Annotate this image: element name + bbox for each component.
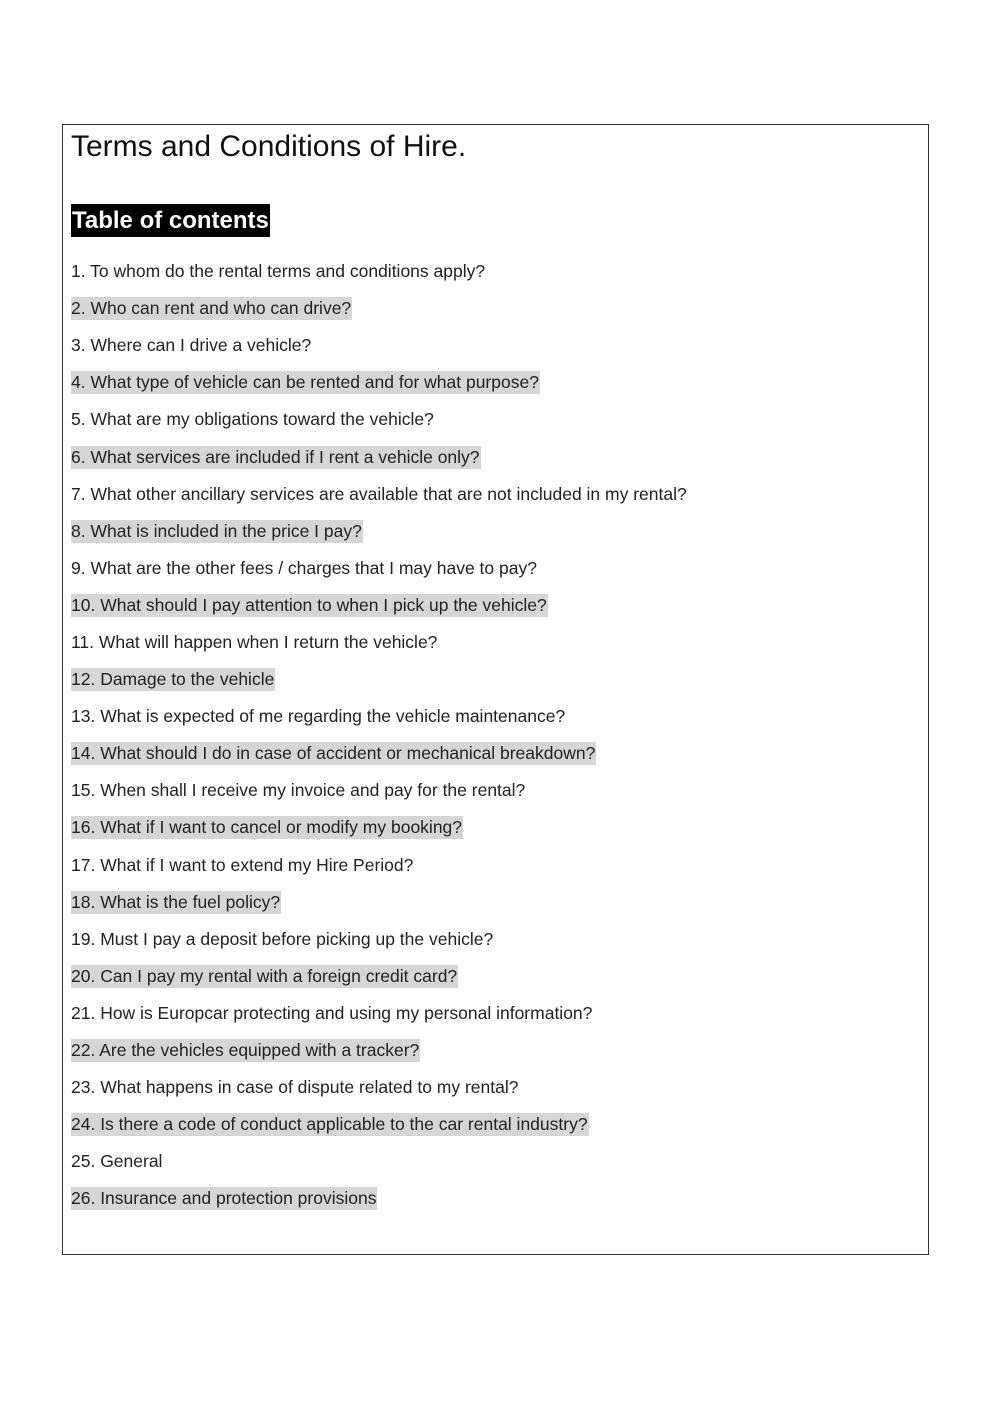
toc-item-text: 10. What should I pay attention to when I pick up the vehicle? bbox=[71, 594, 547, 615]
toc-item[interactable] bbox=[71, 995, 688, 1032]
toc-item-text: 21. How is Europcar protecting and using my personal information? bbox=[71, 1002, 593, 1023]
toc-item[interactable] bbox=[71, 1069, 688, 1106]
toc-item[interactable] bbox=[71, 364, 688, 401]
toc-item[interactable] bbox=[71, 290, 688, 327]
toc-item-text: 20. Can I pay my rental with a foreign credit card? bbox=[71, 965, 458, 986]
toc-item-text: 16. What if I want to cancel or modify my booking? bbox=[71, 817, 463, 838]
toc-item[interactable] bbox=[71, 253, 688, 290]
toc-item-text: 11. What will happen when I return the vehicle? bbox=[71, 631, 438, 652]
toc-item-text: 23. What happens in case of dispute related to my rental? bbox=[71, 1077, 519, 1098]
toc-item[interactable] bbox=[71, 438, 688, 475]
toc-item[interactable] bbox=[71, 884, 688, 921]
toc-item[interactable] bbox=[71, 809, 688, 846]
toc-item[interactable] bbox=[71, 624, 688, 661]
toc-item[interactable] bbox=[71, 1180, 688, 1217]
toc-item[interactable] bbox=[71, 847, 688, 884]
toc-item-text: 4. What type of vehicle can be rented and for what purpose? bbox=[71, 372, 539, 393]
toc-item[interactable] bbox=[71, 327, 688, 364]
toc-item-text: 18. What is the fuel policy? bbox=[71, 891, 281, 912]
toc-item-text: 24. Is there a code of conduct applicable to the car rental industry? bbox=[71, 1114, 588, 1135]
toc-item[interactable] bbox=[71, 1032, 688, 1069]
toc-heading: Table of contents bbox=[71, 204, 270, 237]
document-title: Terms and Conditions of Hire. bbox=[71, 130, 467, 163]
toc-item-text: 19. Must I pay a deposit before picking up the vehicle? bbox=[71, 928, 494, 949]
toc-item-text: 12. Damage to the vehicle bbox=[71, 669, 275, 690]
toc-item-text: 5. What are my obligations toward the vehicle? bbox=[71, 409, 434, 430]
toc-item[interactable] bbox=[71, 513, 688, 550]
toc-item-text: 22. Are the vehicles equipped with a tracker? bbox=[71, 1040, 420, 1061]
toc-item[interactable] bbox=[71, 772, 688, 809]
toc-item-text: 2. Who can rent and who can drive? bbox=[71, 298, 352, 319]
toc-item[interactable] bbox=[71, 587, 688, 624]
toc-item[interactable] bbox=[71, 735, 688, 772]
toc-item[interactable] bbox=[71, 476, 688, 513]
toc-item-text: 7. What other ancillary services are available that are not included in my rental? bbox=[71, 483, 687, 504]
toc-item-text: 14. What should I do in case of accident or mechanical breakdown? bbox=[71, 743, 596, 764]
table-of-contents bbox=[71, 253, 688, 1217]
toc-item[interactable] bbox=[71, 661, 688, 698]
toc-item-text: 9. What are the other fees / charges that I may have to pay? bbox=[71, 557, 537, 578]
toc-item-text: 6. What services are included if I rent a vehicle only? bbox=[71, 446, 480, 467]
toc-item[interactable] bbox=[71, 550, 688, 587]
toc-item-text: 13. What is expected of me regarding the vehicle maintenance? bbox=[71, 706, 566, 727]
toc-item[interactable] bbox=[71, 921, 688, 958]
toc-item-text: 15. When shall I receive my invoice and pay for the rental? bbox=[71, 780, 526, 801]
toc-item-text: 25. General bbox=[71, 1151, 163, 1172]
toc-item[interactable] bbox=[71, 401, 688, 438]
toc-item-text: 3. Where can I drive a vehicle? bbox=[71, 335, 312, 356]
toc-item[interactable] bbox=[71, 1106, 688, 1143]
toc-item[interactable] bbox=[71, 698, 688, 735]
toc-item[interactable] bbox=[71, 1143, 688, 1180]
toc-item-text: 1. To whom do the rental terms and conditions apply? bbox=[71, 261, 486, 282]
toc-item-text: 17. What if I want to extend my Hire Period? bbox=[71, 854, 414, 875]
toc-item[interactable] bbox=[71, 958, 688, 995]
toc-item-text: 8. What is included in the price I pay? bbox=[71, 520, 362, 541]
toc-item-text: 26. Insurance and protection provisions bbox=[71, 1188, 377, 1209]
